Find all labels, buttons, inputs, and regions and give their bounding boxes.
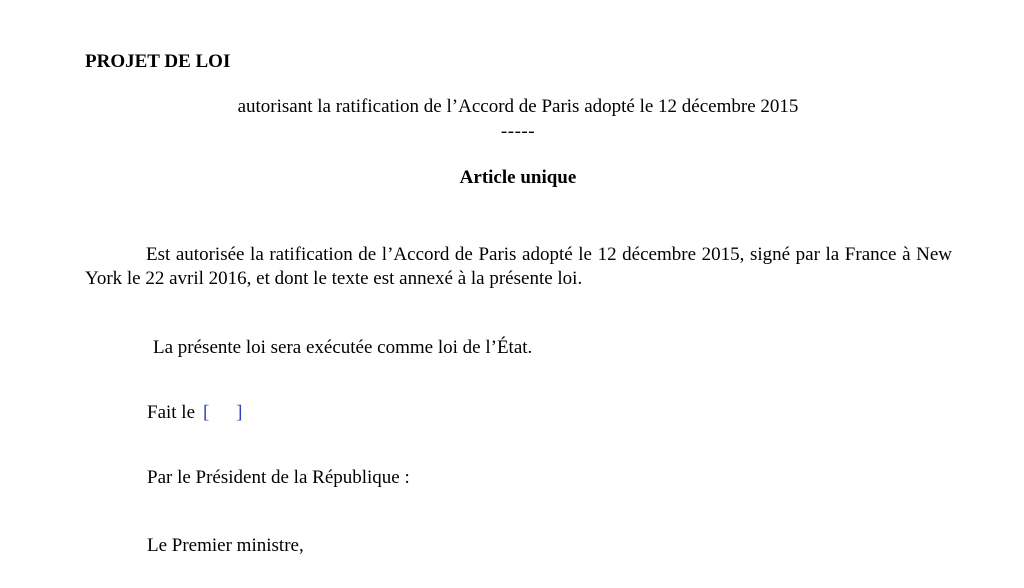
execution-clause: La présente loi sera exécutée comme loi de l’État. <box>153 337 533 358</box>
article-text: Est autorisée la ratification de l’Accord de Paris adopté le 12 décembre 2015, signé par la France à New York le 22 avril 2016, et dont le texte est annexé à la présente loi. <box>85 244 952 289</box>
section-separator: ----- <box>500 121 536 142</box>
bill-title: PROJET DE LOI <box>85 51 231 72</box>
date-placeholder: [ ] <box>203 402 243 423</box>
president-line: Par le Président de la République : <box>147 467 410 488</box>
prime-minister-line: Le Premier ministre, <box>147 535 304 556</box>
signature-date-line <box>147 401 242 425</box>
article-heading: Article unique <box>459 167 577 188</box>
bill-subtitle: autorisant la ratification de l’Accord de Paris adopté le 12 décembre 2015 <box>237 96 799 117</box>
done-at-label: Fait le <box>147 402 196 423</box>
